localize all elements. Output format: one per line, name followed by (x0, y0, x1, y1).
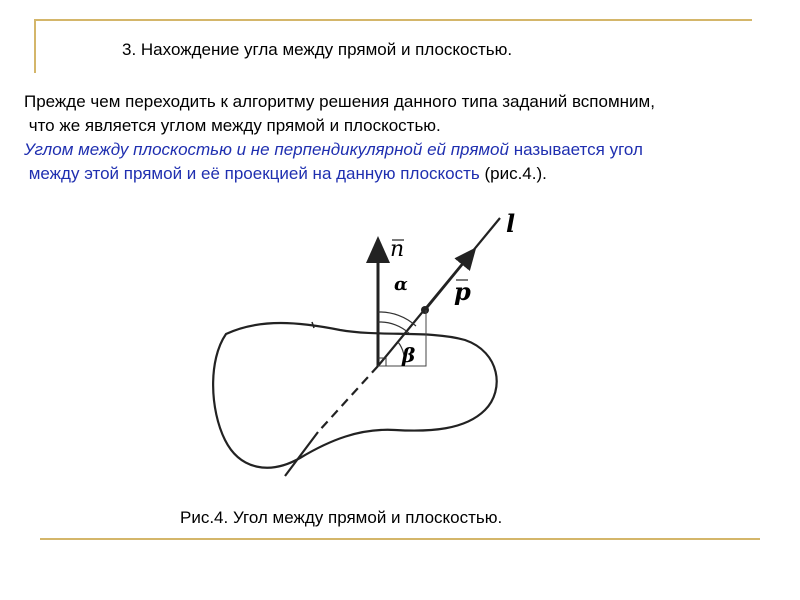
plane-shape (213, 323, 497, 468)
alpha-arc-2 (378, 312, 416, 326)
slide-title: 3. Нахождение угла между прямой и плоскостью. (122, 40, 513, 59)
definition-rest: называется угол (508, 140, 643, 159)
label-alpha: α (394, 274, 408, 295)
definition-line-2-text: между этой прямой и её проекцией на данную плоскость (24, 164, 480, 183)
plane-tick (312, 322, 314, 328)
label-beta: β (402, 343, 416, 367)
line-point (421, 306, 429, 314)
line-l-hidden (318, 366, 378, 432)
figure-reference: (рис.4.). (479, 164, 547, 183)
label-p: p (454, 277, 471, 306)
line-l-lower (285, 432, 318, 476)
intro-line-2: что же является углом между прямой и плоскостью. (24, 116, 441, 135)
label-n: n (390, 237, 405, 262)
label-l: l (506, 209, 516, 238)
figure-caption: Рис.4. Угол между прямой и плоскостью. (180, 508, 503, 527)
definition-italic: Углом между плоскостью и не перпендикулярной ей прямой (24, 140, 509, 159)
intro-line-1: Прежде чем переходить к алгоритму решения данного типа заданий вспомним, (24, 92, 655, 111)
